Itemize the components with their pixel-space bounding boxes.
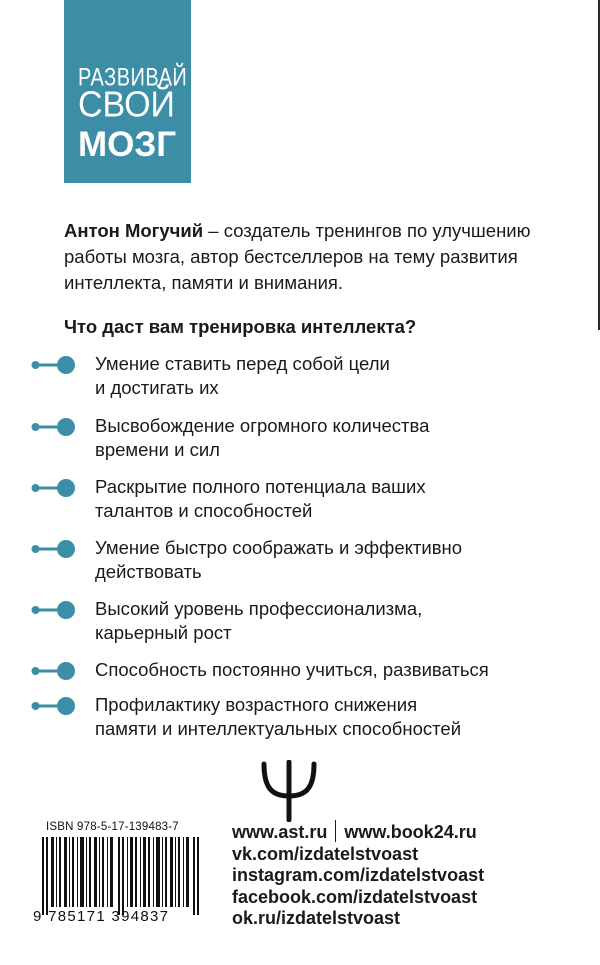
- benefit-line2: и достигать их: [95, 377, 219, 398]
- benefit-line2: карьерный рост: [95, 622, 232, 643]
- author-intro: [64, 218, 584, 296]
- psi-logo-icon: [258, 760, 320, 822]
- benefit-line2: талантов и способностей: [95, 500, 313, 521]
- benefit-line2: времени и сил: [95, 439, 220, 460]
- isbn-digits: 9 785171 394837: [33, 908, 170, 925]
- benefit-line1: Умение быстро соображать и эффективно: [95, 537, 463, 558]
- link-separator: [335, 820, 336, 842]
- benefit-line1: Способность постоянно учиться, развиваться: [95, 659, 489, 680]
- publisher-links: [232, 820, 484, 930]
- bullet-icon: [31, 601, 77, 619]
- benefit-line2: действовать: [95, 561, 202, 582]
- link-book24[interactable]: www.book24.ru: [344, 822, 477, 842]
- benefit-line1: Умение ставить перед собой цели: [95, 353, 390, 374]
- benefit-line1: Раскрытие полного потенциала ваших: [95, 476, 426, 497]
- intro-line2: работы мозга, автор бестселлеров на тему развития: [64, 246, 518, 267]
- bullet-icon: [31, 697, 77, 715]
- series-badge: [64, 0, 191, 183]
- link-vk[interactable]: vk.com/izdatelstvoast: [232, 843, 419, 864]
- isbn-label: ISBN 978-5-17-139483-7: [46, 821, 179, 833]
- benefits-heading: Что даст вам тренировка интеллекта?: [64, 316, 417, 337]
- intro-line1: – создатель тренингов по улучшению: [203, 220, 531, 241]
- benefit-line1: Профилактику возрастного снижения: [95, 694, 418, 715]
- series-title-line3: МОЗГ: [78, 125, 177, 164]
- bullet-icon: [31, 418, 77, 436]
- link-ok[interactable]: ok.ru/izdatelstvoast: [232, 908, 401, 928]
- bullet-icon: [31, 479, 77, 497]
- series-title-line2: СВОЙ: [78, 84, 175, 125]
- bullet-icon: [31, 662, 77, 680]
- barcode-icon: [32, 837, 212, 915]
- bullet-icon: [31, 540, 77, 558]
- link-facebook[interactable]: facebook.com/izdatelstvoast: [232, 886, 478, 907]
- link-ast[interactable]: www.ast.ru: [232, 822, 328, 842]
- bullet-icon: [31, 356, 77, 374]
- benefit-line1: Высвобождение огромного количества: [95, 415, 430, 436]
- link-instagram[interactable]: instagram.com/izdatelstvoast: [232, 865, 485, 885]
- benefit-line2: памяти и интеллектуальных способностей: [95, 718, 462, 739]
- series-title-line1: РАЗВИВАЙ: [78, 64, 188, 92]
- intro-line3: интеллекта, памяти и внимания.: [64, 272, 344, 293]
- author-name: Антон Могучий: [64, 220, 204, 241]
- benefit-line1: Высокий уровень профессионализма,: [95, 598, 423, 619]
